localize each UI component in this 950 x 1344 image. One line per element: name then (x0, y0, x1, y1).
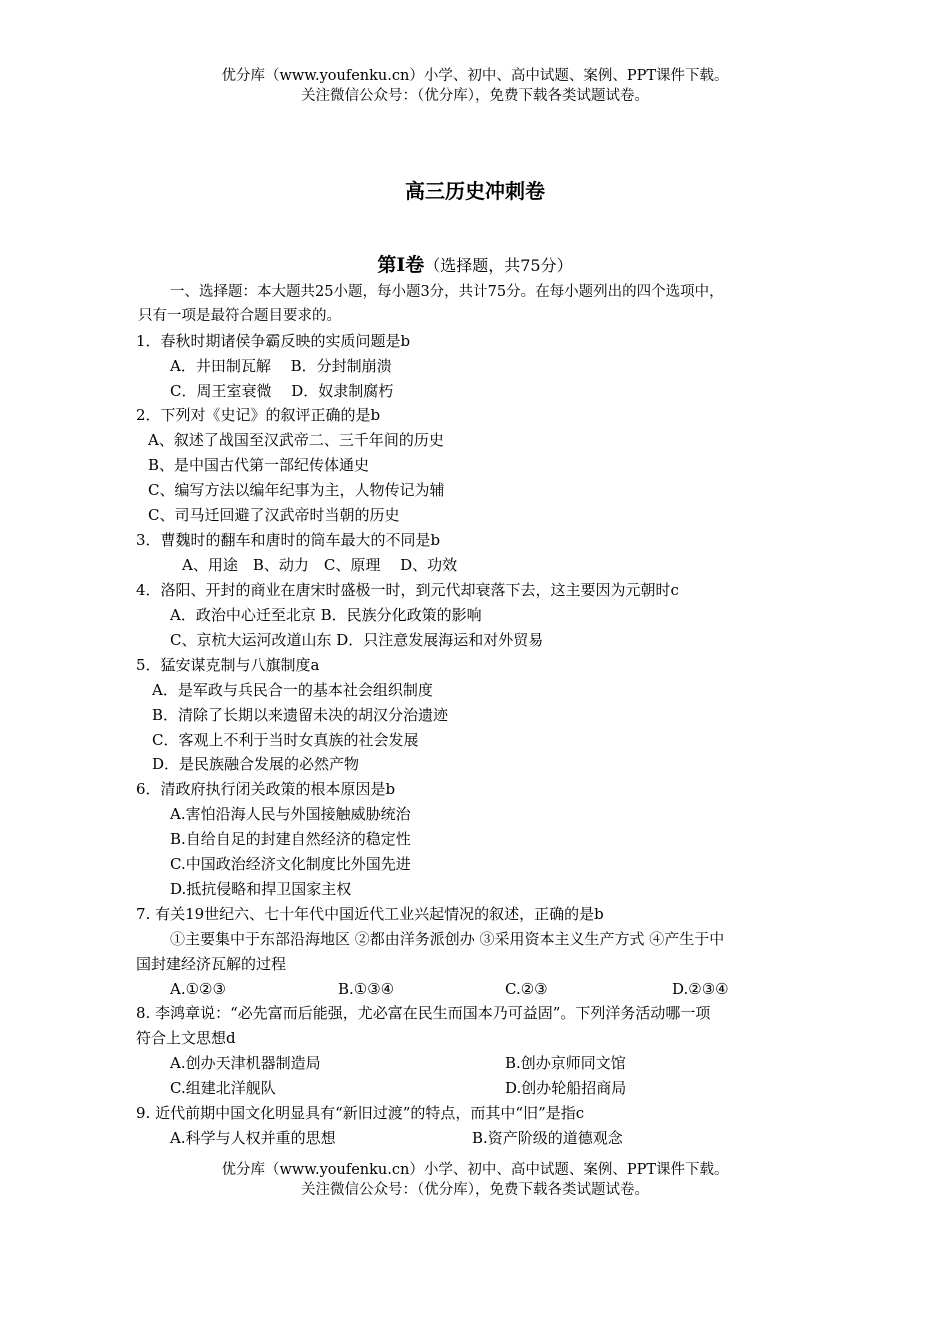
section-name: 第Ⅰ卷 (377, 254, 425, 276)
q5-option-a: A．是军政与兵民合一的基本社会组织制度 (152, 681, 433, 699)
q7-option-c: C.②③ (505, 980, 548, 998)
q4-options-ab: A．政治中心迁至北京 B．民族分化政策的影响 (170, 606, 482, 624)
header-line-2: 关注微信公众号：（优分库），免费下载各类试题试卷。 (301, 88, 649, 104)
q4-options-cd: C、京杭大运河改道山东 D．只注意发展海运和对外贸易 (170, 631, 544, 649)
q5-option-c: C．客观上不利于当时女真族的社会发展 (152, 731, 419, 749)
section-note: （选择题，共75分） (424, 256, 573, 275)
q7-option-a: A.①②③ (170, 980, 226, 998)
q5-option-d: D．是民族融合发展的必然产物 (152, 755, 360, 773)
section-heading (0, 253, 950, 278)
q8-option-b: B.创办京师同文馆 (505, 1054, 626, 1072)
q8-stem-line-1: 8. 李鸿章说：“必先富而后能强，尤必富在民生而国本乃可益固”。下列洋务活动哪一项 (136, 1004, 711, 1022)
q2-option-a: A、叙述了战国至汉武帝二、三千年间的历史 (148, 431, 444, 449)
q6-stem: 6．清政府执行闭关政策的根本原因是b (136, 780, 396, 798)
q8-stem-line-2: 符合上文思想d (136, 1029, 236, 1047)
q3-options: A、用途 B、动力 C、原理 D、功效 (182, 556, 458, 574)
q8-option-a: A.创办天津机器制造局 (170, 1054, 321, 1072)
q9-stem: 9. 近代前期中国文化明显具有“新旧过渡”的特点，而其中“旧”是指c (136, 1104, 585, 1122)
q7-stem: 7. 有关19世纪六、七十年代中国近代工业兴起情况的叙述，正确的是b (136, 905, 604, 923)
q3-stem: 3．曹魏时的翻车和唐时的筒车最大的不同是b (136, 531, 441, 549)
footer-line-2: 关注微信公众号：（优分库），免费下载各类试题试卷。 (301, 1182, 649, 1198)
q6-option-c: C.中国政治经济文化制度比外国先进 (170, 855, 411, 873)
q1-options-ab: A．井田制瓦解 B．分封制崩溃 (170, 357, 392, 375)
q4-stem: 4．洛阳、开封的商业在唐宋时盛极一时，到元代却衰落下去，这主要因为元朝时c (136, 581, 679, 599)
q7-option-b: B.①③④ (338, 980, 395, 998)
q8-option-c: C.组建北洋舰队 (170, 1079, 276, 1097)
q7-items-line-2: 国封建经济瓦解的过程 (136, 955, 287, 973)
q9-option-a: A.科学与人权并重的思想 (170, 1129, 336, 1147)
instructions-line-1: 一、选择题：本大题共25小题，每小题3分，共计75分。在每小题列出的四个选项中， (170, 284, 724, 300)
q1-stem: 1．春秋时期诸侯争霸反映的实质问题是b (136, 332, 411, 350)
q6-option-d: D.抵抗侵略和捍卫国家主权 (170, 880, 352, 898)
instructions-line-2: 只有一项是最符合题目要求的。 (138, 308, 341, 324)
q2-option-d: C、司马迁回避了汉武帝时当朝的历史 (148, 506, 400, 524)
q5-stem: 5．猛安谋克制与八旗制度a (136, 656, 320, 674)
q2-stem: 2．下列对《史记》的叙评正确的是b (136, 406, 381, 424)
q8-option-d: D.创办轮船招商局 (505, 1079, 627, 1097)
q6-option-b: B.自给自足的封建自然经济的稳定性 (170, 830, 411, 848)
q7-option-d: D.②③④ (672, 980, 729, 998)
q6-option-a: A.害怕沿海人民与外国接触威胁统治 (170, 805, 411, 823)
q1-options-cd: C．周王室衰微 D．奴隶制腐朽 (170, 382, 394, 400)
q5-option-b: B．清除了长期以来遗留未决的胡汉分治遗迹 (152, 706, 449, 724)
q7-items-line-1: ①主要集中于东部沿海地区 ②都由洋务派创办 ③采用资本主义生产方式 ④产生于中 (170, 930, 725, 948)
q2-option-b: B、是中国古代第一部纪传体通史 (148, 456, 370, 474)
page-title: 高三历史冲刺卷 (405, 179, 545, 203)
header-line-1: 优分库（www.youfenku.cn）小学、初中、高中试题、案例、PPT课件下载。 (221, 68, 729, 84)
q2-option-c: C、编写方法以编年纪事为主，人物传记为辅 (148, 481, 445, 499)
q9-option-b: B.资产阶级的道德观念 (472, 1129, 623, 1147)
footer-line-1: 优分库（www.youfenku.cn）小学、初中、高中试题、案例、PPT课件下载。 (221, 1162, 729, 1178)
